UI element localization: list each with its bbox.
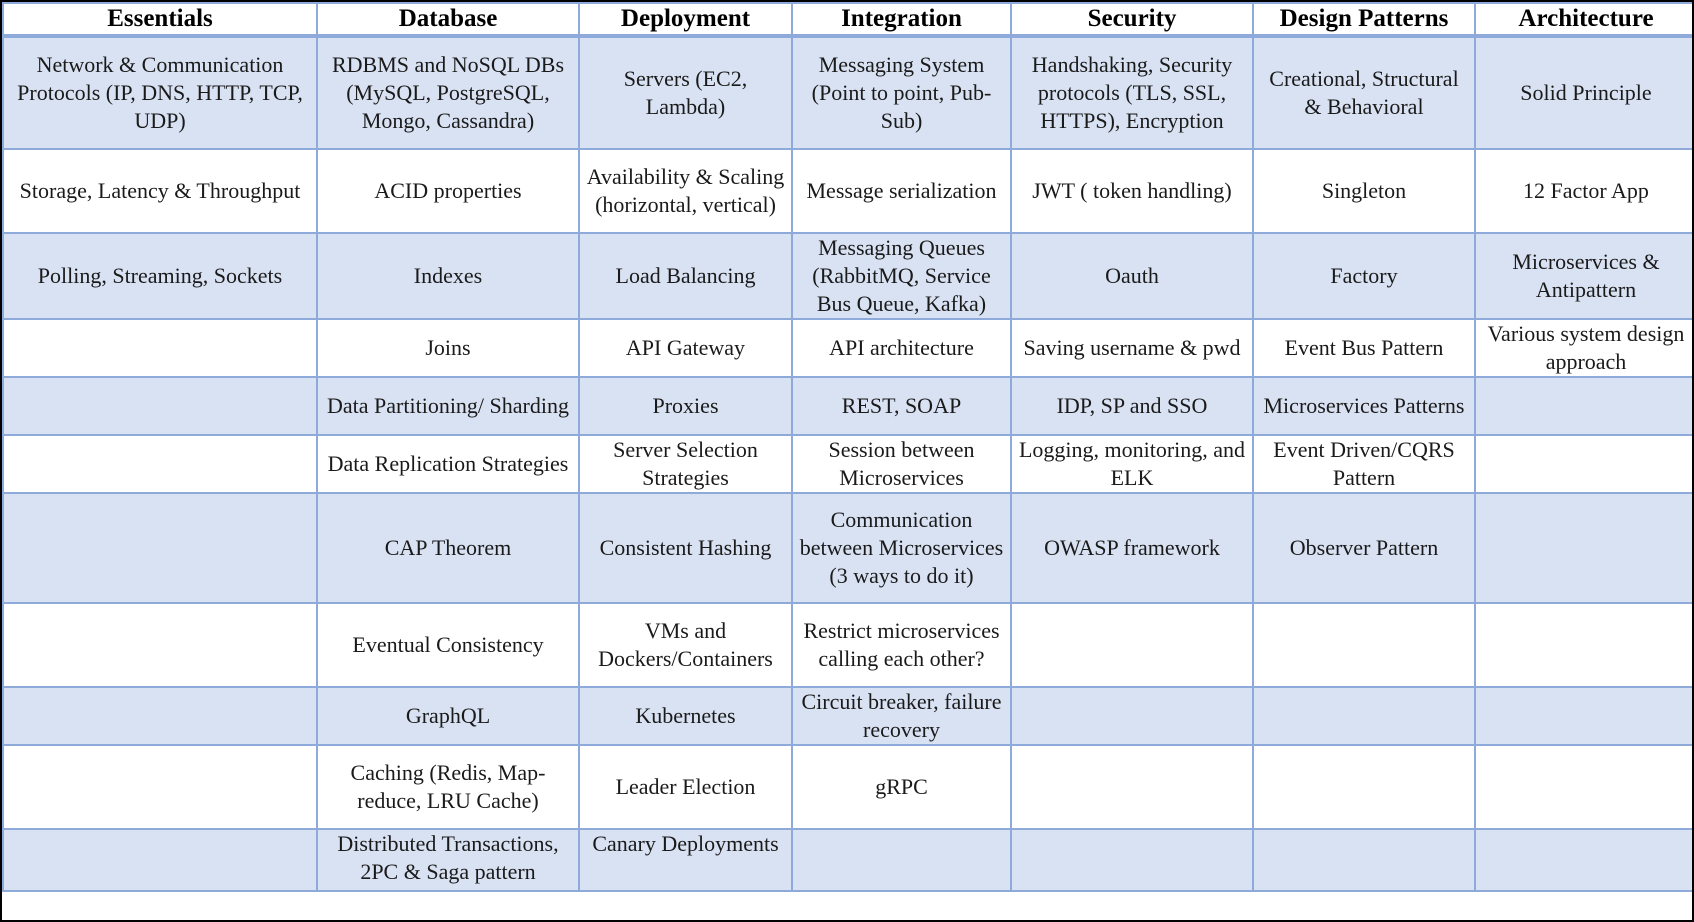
cell-essentials — [3, 377, 317, 435]
cell-essentials: Polling, Streaming, Sockets — [3, 233, 317, 319]
cell-essentials — [3, 319, 317, 377]
header-integration: Integration — [792, 3, 1011, 36]
cell-deployment: Proxies — [579, 377, 792, 435]
header-essentials: Essentials — [3, 3, 317, 36]
cell-integration: Communication between Microservices (3 ways to do it) — [792, 493, 1011, 603]
table-row — [3, 829, 1694, 891]
cell-security: Saving username & pwd — [1011, 319, 1253, 377]
cell-deployment: Availability & Scaling (horizontal, vertical) — [579, 149, 792, 233]
cell-deployment: Consistent Hashing — [579, 493, 792, 603]
cell-database: Eventual Consistency — [317, 603, 579, 687]
header-design-patterns: Design Patterns — [1253, 3, 1475, 36]
cell-security: OWASP framework — [1011, 493, 1253, 603]
cell-integration: Messaging Queues (RabbitMQ, Service Bus Queue, Kafka) — [792, 233, 1011, 319]
cell-architecture: Solid Principle — [1475, 36, 1694, 149]
cell-deployment: Canary Deployments — [579, 829, 792, 891]
cell-architecture — [1475, 829, 1694, 891]
cell-essentials — [3, 829, 317, 891]
cell-integration: API architecture — [792, 319, 1011, 377]
cell-deployment: Kubernetes — [579, 687, 792, 745]
cell-architecture: 12 Factor App — [1475, 149, 1694, 233]
cell-security: JWT ( token handling) — [1011, 149, 1253, 233]
cell-design-patterns: Event Bus Pattern — [1253, 319, 1475, 377]
cell-design-patterns — [1253, 603, 1475, 687]
cell-design-patterns: Observer Pattern — [1253, 493, 1475, 603]
table-row — [3, 377, 1694, 435]
cell-integration: Session between Microservices — [792, 435, 1011, 493]
cell-deployment: VMs and Dockers/Containers — [579, 603, 792, 687]
cell-database: CAP Theorem — [317, 493, 579, 603]
cell-design-patterns — [1253, 745, 1475, 829]
cell-architecture — [1475, 745, 1694, 829]
header-database: Database — [317, 3, 579, 36]
cell-design-patterns: Microservices Patterns — [1253, 377, 1475, 435]
cell-architecture — [1475, 603, 1694, 687]
cell-security: Oauth — [1011, 233, 1253, 319]
cell-database: ACID properties — [317, 149, 579, 233]
cell-database: Data Replication Strategies — [317, 435, 579, 493]
cell-essentials — [3, 687, 317, 745]
cell-database: Indexes — [317, 233, 579, 319]
cell-security — [1011, 687, 1253, 745]
cell-essentials — [3, 435, 317, 493]
cell-design-patterns — [1253, 687, 1475, 745]
table-row — [3, 603, 1694, 687]
cell-security: Logging, monitoring, and ELK — [1011, 435, 1253, 493]
cell-deployment: Leader Election — [579, 745, 792, 829]
cell-integration — [792, 829, 1011, 891]
header-row — [3, 3, 1694, 36]
table-row — [3, 233, 1694, 319]
cell-integration: Messaging System (Point to point, Pub-Sub) — [792, 36, 1011, 149]
table-row — [3, 149, 1694, 233]
cell-integration: Restrict microservices calling each other? — [792, 603, 1011, 687]
cell-deployment: Servers (EC2, Lambda) — [579, 36, 792, 149]
cell-essentials — [3, 603, 317, 687]
cell-design-patterns: Factory — [1253, 233, 1475, 319]
cell-database: Caching (Redis, Map-reduce, LRU Cache) — [317, 745, 579, 829]
cell-design-patterns: Singleton — [1253, 149, 1475, 233]
cell-integration: Message serialization — [792, 149, 1011, 233]
cell-design-patterns: Event Driven/CQRS Pattern — [1253, 435, 1475, 493]
cell-design-patterns: Creational, Structural & Behavioral — [1253, 36, 1475, 149]
cell-security — [1011, 745, 1253, 829]
table-body — [3, 36, 1694, 891]
cell-architecture: Microservices & Antipattern — [1475, 233, 1694, 319]
table-row — [3, 435, 1694, 493]
cell-integration: REST, SOAP — [792, 377, 1011, 435]
table-row — [3, 493, 1694, 603]
cell-security: IDP, SP and SSO — [1011, 377, 1253, 435]
table-row — [3, 687, 1694, 745]
cell-security — [1011, 603, 1253, 687]
cell-security — [1011, 829, 1253, 891]
cell-architecture: Various system design approach — [1475, 319, 1694, 377]
cell-architecture — [1475, 435, 1694, 493]
header-deployment: Deployment — [579, 3, 792, 36]
cell-deployment: Server Selection Strategies — [579, 435, 792, 493]
cell-database: Distributed Transactions, 2PC & Saga pattern — [317, 829, 579, 891]
cell-architecture — [1475, 493, 1694, 603]
cell-design-patterns — [1253, 829, 1475, 891]
cell-security: Handshaking, Security protocols (TLS, SSL, HTTPS), Encryption — [1011, 36, 1253, 149]
table-row — [3, 319, 1694, 377]
cell-deployment: API Gateway — [579, 319, 792, 377]
cell-essentials: Network & Communication Protocols (IP, DNS, HTTP, TCP, UDP) — [3, 36, 317, 149]
cell-architecture — [1475, 377, 1694, 435]
cell-database: Joins — [317, 319, 579, 377]
header-architecture: Architecture — [1475, 3, 1694, 36]
cell-database: Data Partitioning/ Sharding — [317, 377, 579, 435]
cell-integration: gRPC — [792, 745, 1011, 829]
cell-deployment: Load Balancing — [579, 233, 792, 319]
table-row — [3, 745, 1694, 829]
cell-essentials — [3, 745, 317, 829]
cell-architecture — [1475, 687, 1694, 745]
cell-database: RDBMS and NoSQL DBs (MySQL, PostgreSQL, Mongo, Cassandra) — [317, 36, 579, 149]
cell-integration: Circuit breaker, failure recovery — [792, 687, 1011, 745]
cell-essentials: Storage, Latency & Throughput — [3, 149, 317, 233]
cell-essentials — [3, 493, 317, 603]
table-row — [3, 36, 1694, 149]
header-security: Security — [1011, 3, 1253, 36]
system-design-topics-table — [2, 2, 1694, 892]
cell-database: GraphQL — [317, 687, 579, 745]
